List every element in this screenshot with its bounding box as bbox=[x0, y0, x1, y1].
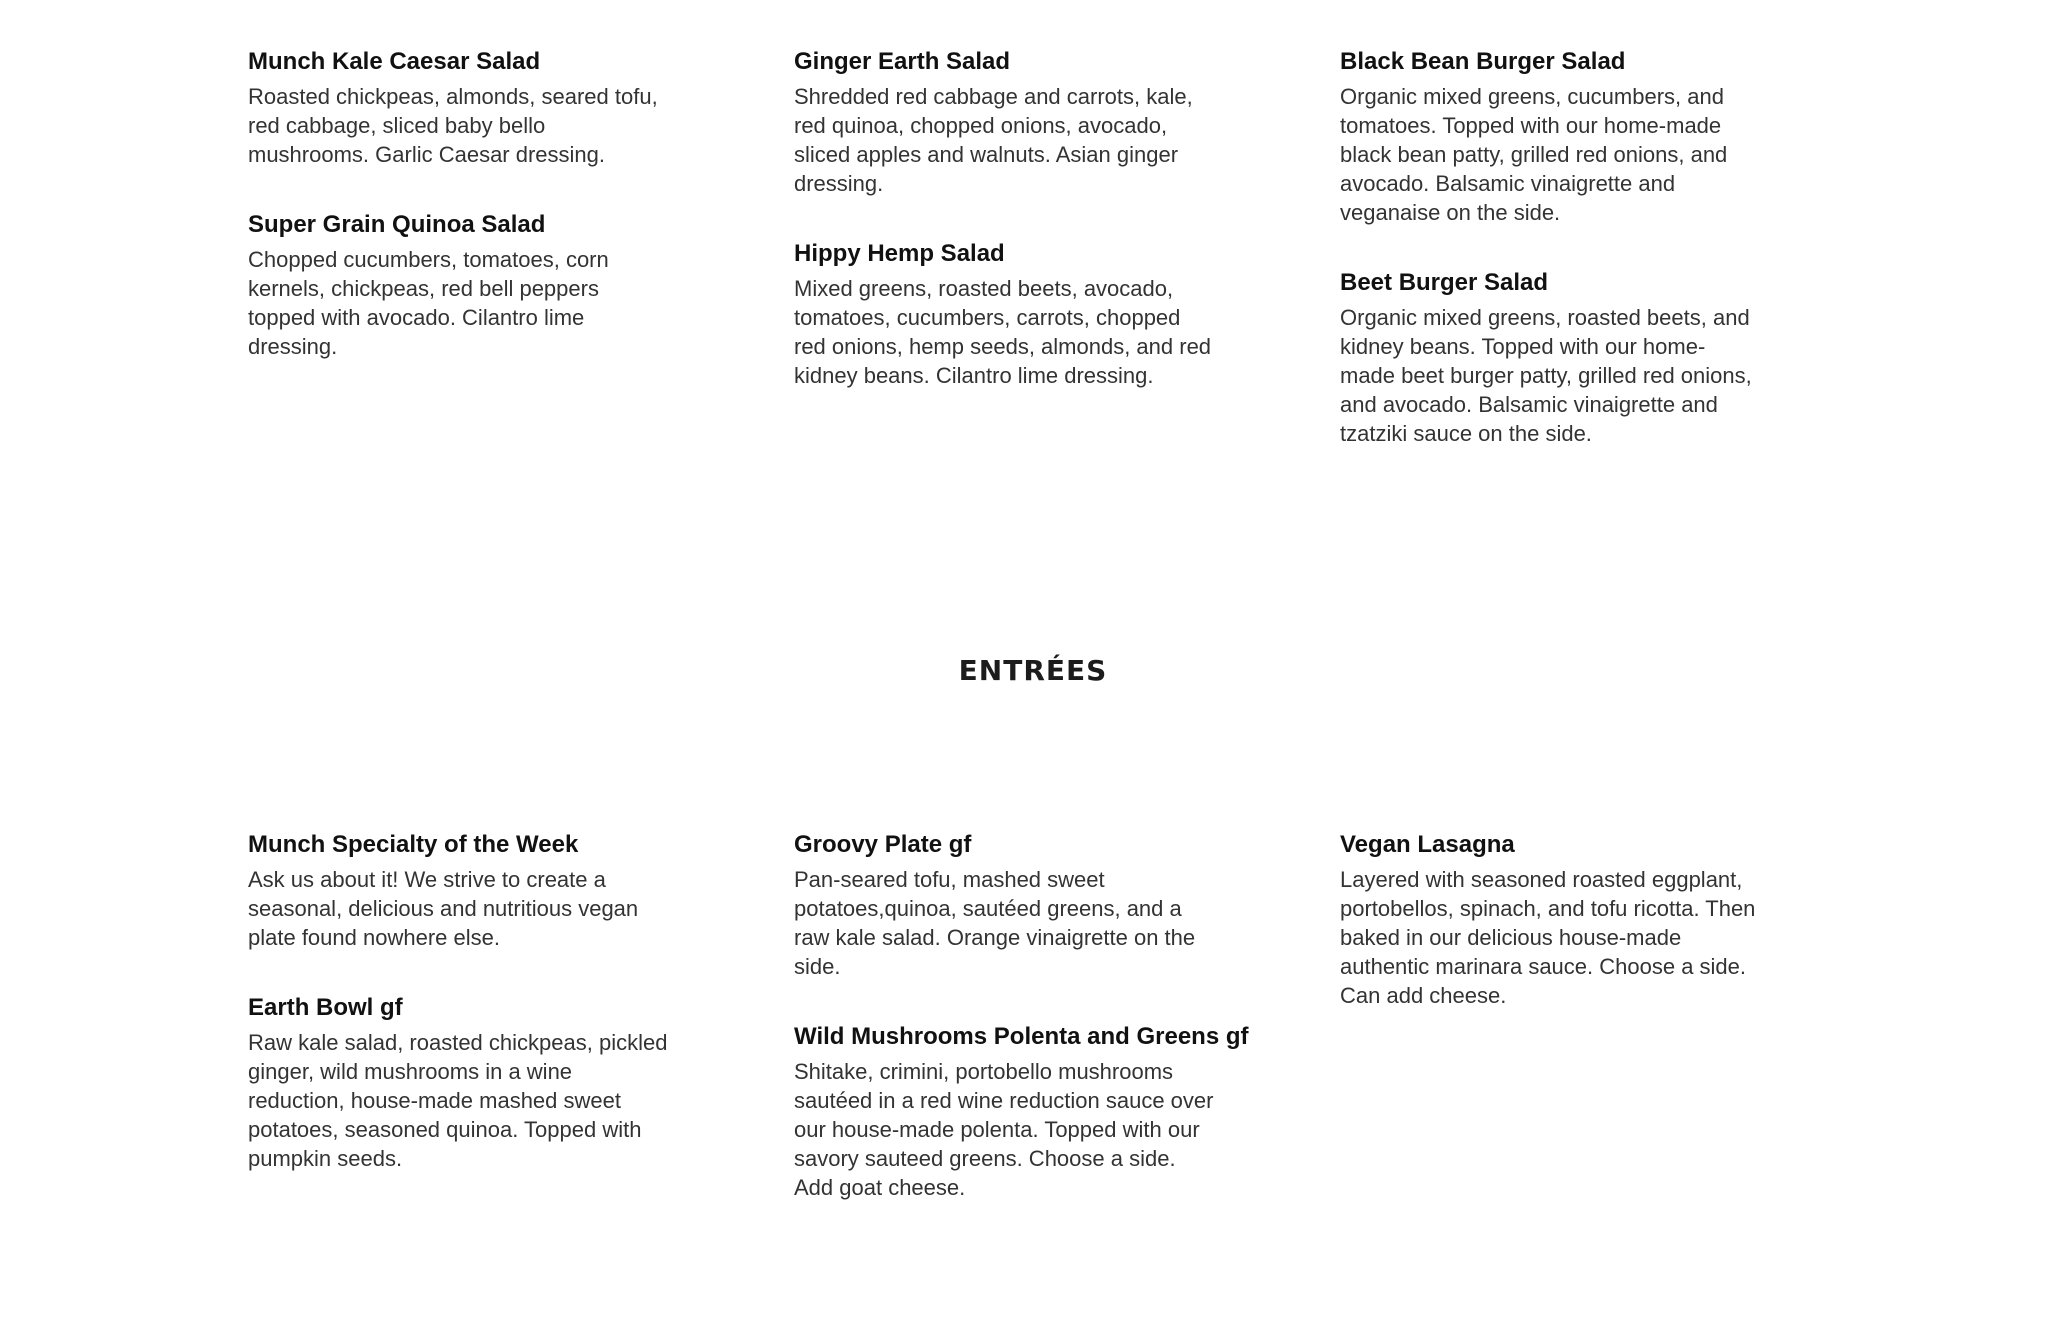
menu-item bbox=[794, 829, 1224, 981]
menu-item bbox=[248, 992, 678, 1173]
menu-item-name: Munch Specialty of the Week bbox=[248, 831, 579, 858]
menu-item-description: Layered with seasoned roasted eggplant, portobellos, spinach, and tofu ricotta. Then baked in our delicious house-made authentic marinara sauce. Choose a side. Can add cheese. bbox=[1340, 867, 1756, 1008]
menu-item bbox=[794, 1021, 1249, 1202]
menu-item-name: Earth Bowl gf bbox=[248, 994, 403, 1021]
menu-item-name: Hippy Hemp Salad bbox=[794, 240, 1005, 267]
menu-item-description: Mixed greens, roasted beets, avocado, tomatoes, cucumbers, carrots, chopped red onions, hemp seeds, almonds, and red kidney beans. Cilantro lime dressing. bbox=[794, 276, 1212, 388]
menu-item bbox=[794, 46, 1224, 198]
menu-item bbox=[1340, 46, 1770, 227]
menu-item-description: Organic mixed greens, roasted beets, and kidney beans. Topped with our home-made beet burger patty, grilled red onions, and avocado. Balsamic vinaigrette and tzatziki sauce on the side. bbox=[1340, 305, 1752, 446]
menu-item bbox=[248, 46, 678, 169]
menu-item-name: Groovy Plate gf bbox=[794, 831, 972, 858]
salads-column-3 bbox=[1340, 46, 1770, 488]
menu-item-name: Ginger Earth Salad bbox=[794, 48, 1011, 75]
menu-item-description: Ask us about it! We strive to create a seasonal, delicious and nutritious vegan plate found nowhere else. bbox=[248, 867, 639, 950]
menu-item bbox=[1340, 267, 1770, 448]
entrees-column-2 bbox=[794, 829, 1249, 1242]
salads-column-2 bbox=[794, 46, 1224, 430]
menu-item-description: Shitake, crimini, portobello mushrooms sautéed in a red wine reduction sauce over our house-made polenta. Topped with our savory sauteed greens. Choose a side. Add goat cheese. bbox=[794, 1059, 1214, 1200]
menu-item bbox=[794, 238, 1224, 390]
menu-item-description: Raw kale salad, roasted chickpeas, pickled ginger, wild mushrooms in a wine reduction, house-made mashed sweet potatoes, seasoned quinoa. Topped with pumpkin seeds. bbox=[248, 1030, 668, 1171]
salads-column-1 bbox=[248, 46, 678, 401]
entrees-column-1 bbox=[248, 829, 678, 1213]
menu-item-name: Vegan Lasagna bbox=[1340, 831, 1515, 858]
menu-item-description: Chopped cucumbers, tomatoes, corn kernels, chickpeas, red bell peppers topped with avocado. Cilantro lime dressing. bbox=[248, 247, 609, 359]
menu-item bbox=[248, 829, 678, 952]
entrees-column-3 bbox=[1340, 829, 1770, 1050]
menu-item-description: Roasted chickpeas, almonds, seared tofu, red cabbage, sliced baby bello mushrooms. Garlic Caesar dressing. bbox=[248, 84, 658, 167]
menu-item-description: Pan-seared tofu, mashed sweet potatoes,quinoa, sautéed greens, and a raw kale salad. Orange vinaigrette on the side. bbox=[794, 867, 1196, 979]
menu-item-name: Wild Mushrooms Polenta and Greens gf bbox=[794, 1023, 1249, 1050]
menu-item-name: Beet Burger Salad bbox=[1340, 269, 1549, 296]
menu-item-description: Organic mixed greens, cucumbers, and tomatoes. Topped with our home-made black bean patty, grilled red onions, and avocado. Balsamic vinaigrette and veganaise on the side. bbox=[1340, 84, 1728, 225]
menu-item-name: Super Grain Quinoa Salad bbox=[248, 211, 546, 238]
entrees-section-title: ENTRÉES bbox=[958, 654, 1108, 687]
menu-item bbox=[1340, 829, 1770, 1010]
menu-item bbox=[248, 209, 678, 361]
menu-item-name: Munch Kale Caesar Salad bbox=[248, 48, 541, 75]
menu-item-description: Shredded red cabbage and carrots, kale, red quinoa, chopped onions, avocado, sliced apples and walnuts. Asian ginger dressing. bbox=[794, 84, 1193, 196]
menu-item-name: Black Bean Burger Salad bbox=[1340, 48, 1626, 75]
